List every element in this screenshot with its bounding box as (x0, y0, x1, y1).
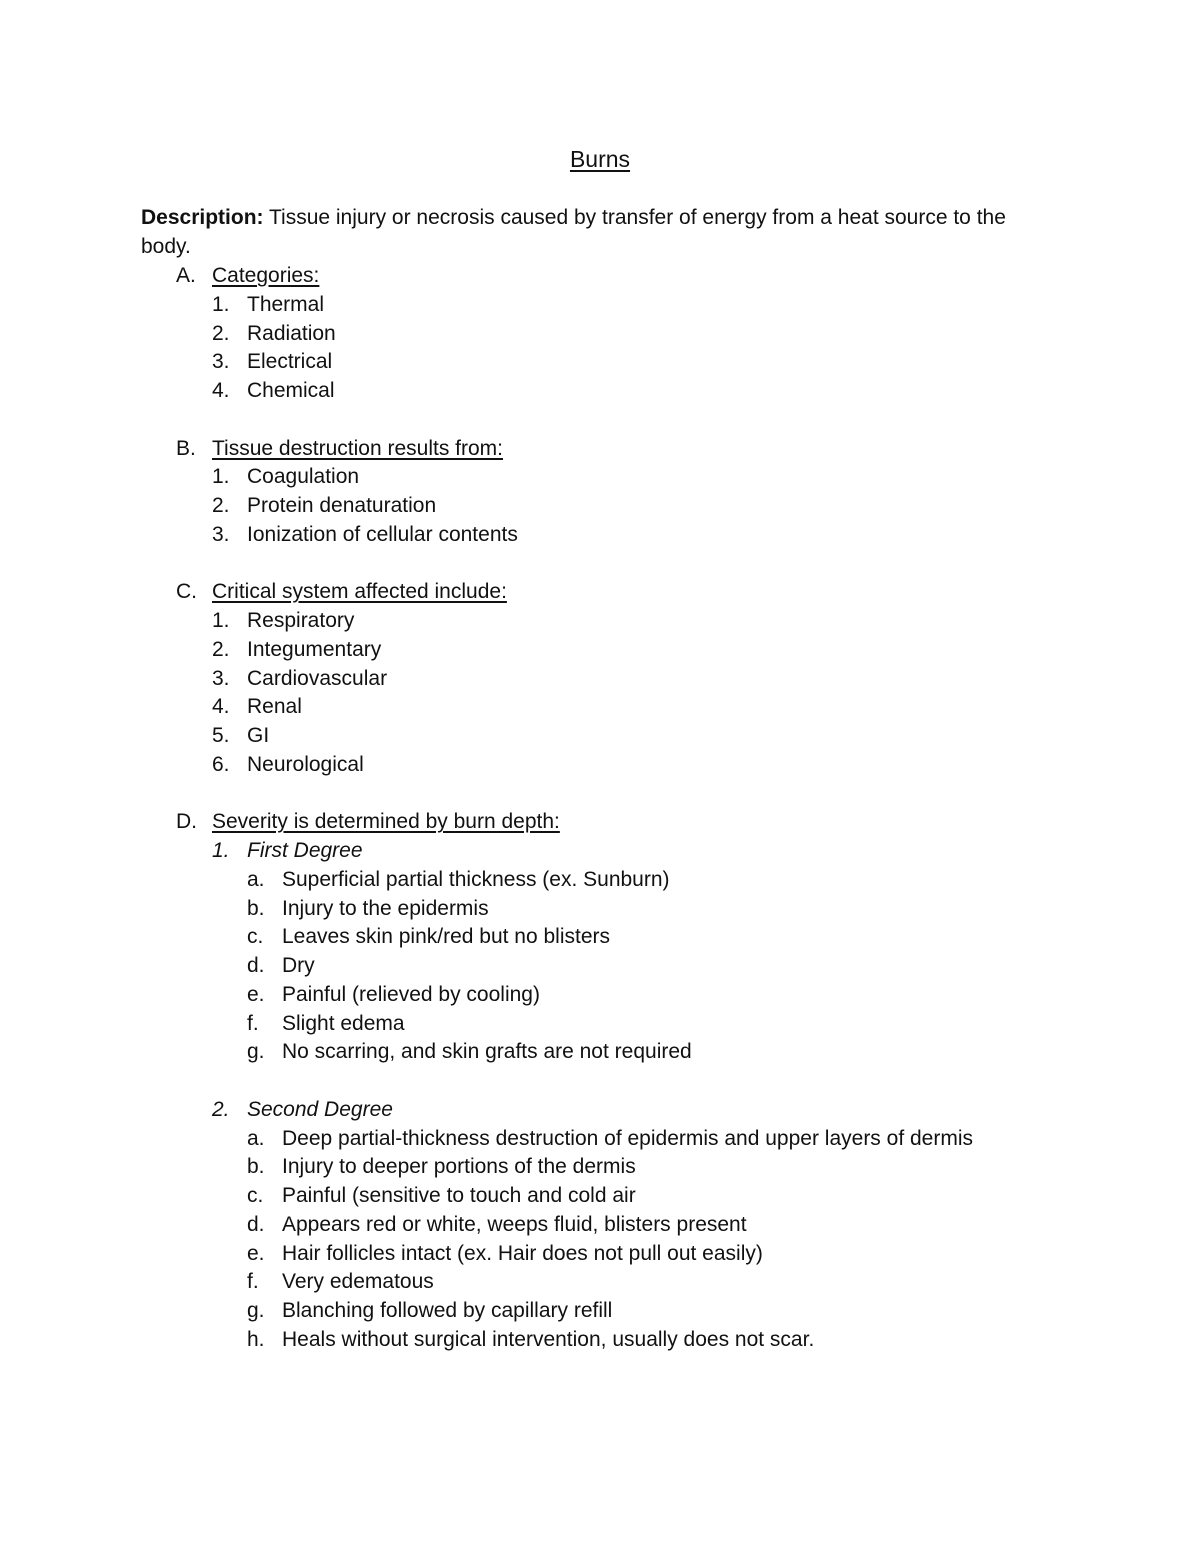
degree-item: Superficial partial thickness (ex. Sunburn) (282, 867, 670, 891)
list-item: Coagulation (247, 465, 360, 489)
degree-item: Blanching followed by capillary refill (282, 1299, 613, 1322)
degree-item-marker: c. (247, 1184, 264, 1207)
list-item: Chemical (247, 379, 335, 402)
section-heading: Categories: (212, 264, 320, 287)
degree-item-marker: e. (247, 1241, 265, 1265)
list-item-marker: 6. (212, 752, 230, 776)
section-heading-marker: D. (176, 810, 197, 834)
list-item: Neurological (247, 752, 364, 776)
degree-item: Heals without surgical intervention, usually does not scar. (282, 1327, 815, 1351)
degree-item-marker: a. (247, 867, 265, 891)
degree-item-marker: c. (247, 925, 264, 949)
section-heading: Critical system affected include: (212, 580, 507, 604)
degree-item: Painful (relieved by cooling) (282, 982, 540, 1006)
list-item-marker: 5. (212, 724, 230, 747)
degree-item: Deep partial-thickness destruction of epidermis and upper layers of dermis (282, 1126, 974, 1150)
list-item-marker: 2. (212, 321, 230, 345)
degree-title: First Degree (247, 839, 363, 862)
list-item: Thermal (247, 292, 325, 316)
degree-title-marker: 1. (212, 839, 230, 862)
description-text: Tissue injury or necrosis caused by transfer of energy from a heat source to the body. (141, 206, 1006, 258)
degree-item: Slight edema (282, 1011, 405, 1035)
degree-item-marker: d. (247, 1212, 265, 1236)
list-item: Protein denaturation (247, 494, 437, 517)
degree-item: Very edematous (282, 1270, 434, 1294)
degree-item-marker: g. (247, 1299, 265, 1322)
degree-item: Painful (sensitive to touch and cold air (282, 1184, 636, 1207)
description-paragraph (141, 204, 1041, 262)
list-item-marker: 1. (212, 292, 230, 316)
degree-title-marker: 2. (212, 1097, 230, 1121)
degree-item-marker: f. (247, 1270, 259, 1294)
list-item: Respiratory (247, 609, 355, 632)
list-item-marker: 2. (212, 494, 230, 517)
section-heading: Severity is determined by burn depth: (212, 810, 560, 834)
degree-item: Leaves skin pink/red but no blisters (282, 925, 611, 949)
list-item: Renal (247, 695, 302, 719)
list-item-marker: 4. (212, 695, 230, 719)
degree-item-marker: a. (247, 1126, 265, 1150)
list-item-marker: 4. (212, 379, 230, 402)
section-heading-marker: B. (176, 436, 196, 460)
degree-item: Hair follicles intact (ex. Hair does not pull out easily) (282, 1241, 763, 1265)
list-item: Cardiovascular (247, 666, 388, 690)
section-heading-marker: A. (176, 264, 196, 287)
list-item: Integumentary (247, 637, 382, 661)
list-item-marker: 3. (212, 522, 230, 546)
list-item-marker: 3. (212, 666, 230, 690)
description-label: Description: (141, 206, 264, 229)
degree-item-marker: g. (247, 1040, 265, 1064)
list-item-marker: 1. (212, 609, 230, 632)
degree-title: Second Degree (247, 1097, 393, 1121)
degree-item: No scarring, and skin grafts are not required (282, 1040, 692, 1064)
section-heading-marker: C. (176, 580, 197, 604)
degree-item: Dry (282, 954, 315, 977)
list-item: GI (247, 724, 270, 747)
degree-item: Injury to the epidermis (282, 896, 489, 920)
list-item-marker: 3. (212, 350, 230, 374)
list-item-marker: 1. (212, 465, 230, 489)
degree-item-marker: f. (247, 1011, 259, 1035)
degree-item-marker: h. (247, 1327, 265, 1351)
page-title: Burns (569, 146, 631, 172)
degree-item-marker: d. (247, 954, 265, 977)
degree-item: Appears red or white, weeps fluid, blisters present (282, 1212, 747, 1236)
list-item: Radiation (247, 321, 336, 345)
degree-item-marker: e. (247, 982, 265, 1006)
list-item: Electrical (247, 350, 333, 374)
degree-item-marker: b. (247, 896, 265, 920)
degree-item: Injury to deeper portions of the dermis (282, 1155, 636, 1179)
list-item: Ionization of cellular contents (247, 522, 518, 546)
degree-item-marker: b. (247, 1155, 265, 1179)
list-item-marker: 2. (212, 637, 230, 661)
section-heading: Tissue destruction results from: (212, 436, 503, 460)
